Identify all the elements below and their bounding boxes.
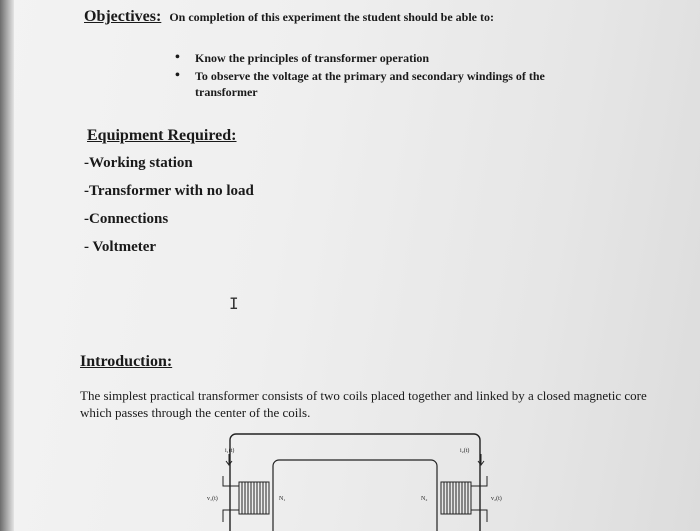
transformer-diagram [195, 430, 515, 531]
primary-coil [239, 482, 269, 514]
primary-lead-bottom [223, 510, 239, 522]
core-inner-outline [273, 460, 437, 531]
label-i1: i₁(t) [225, 448, 235, 454]
secondary-lead-bottom [471, 510, 487, 522]
secondary-coil [441, 482, 471, 514]
equipment-item: -Working station [84, 155, 193, 171]
introduction-heading: Introduction: [80, 353, 173, 370]
label-v2: v₂(t) [491, 496, 502, 502]
objectives-line [84, 8, 494, 26]
objectives-intro-text: On completion of this experiment the student should be able to: [169, 10, 494, 24]
objective-item: • To observe the voltage at the primary and secondary windings of the transformer [175, 68, 595, 100]
objectives-heading: Objectives: [84, 8, 162, 25]
objectives-list [175, 50, 595, 100]
text-cursor-icon: I [229, 294, 239, 313]
label-v1: v₁(t) [207, 496, 218, 502]
page-shadow-edge [0, 0, 14, 531]
label-i2: i₂(t) [460, 448, 470, 454]
label-n2: N₂ [421, 496, 428, 502]
objective-item: • Know the principles of transformer operation [175, 50, 595, 66]
primary-lead-top [223, 476, 239, 486]
equipment-item: - Voltmeter [84, 239, 157, 255]
secondary-lead-top [471, 476, 487, 486]
equipment-heading: Equipment Required: [87, 127, 237, 144]
label-n1: N₁ [279, 496, 286, 502]
equipment-item: -Connections [84, 211, 169, 227]
equipment-item: -Transformer with no load [84, 183, 254, 199]
introduction-paragraph: The simplest practical transformer consists of two coils placed together and linked by a closed magnetic core which passes through the center of the coils. [80, 388, 647, 420]
